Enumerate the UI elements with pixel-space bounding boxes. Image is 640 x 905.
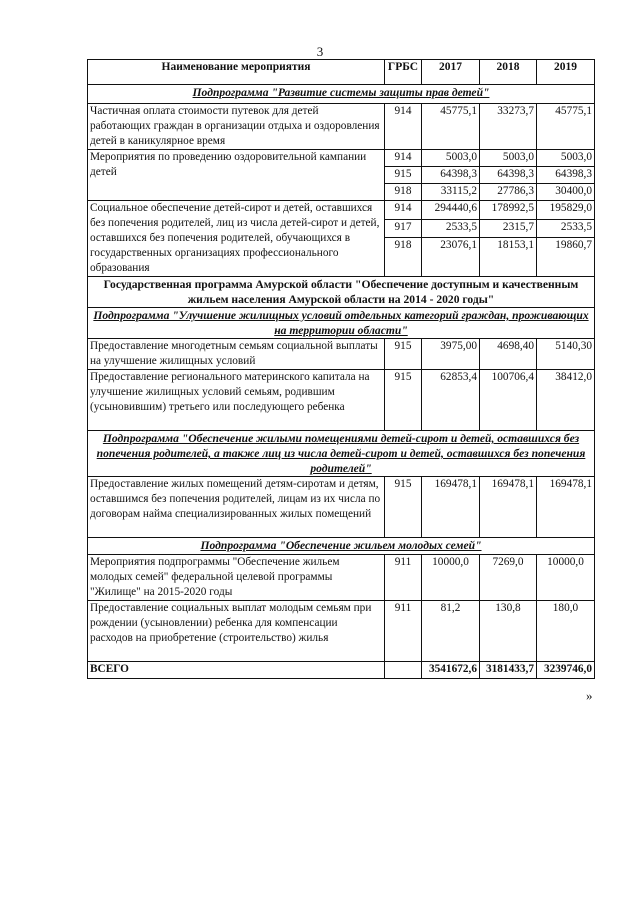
row-name: Социальное обеспечение детей-сирот и детей, оставшихся без попечения родителей, лиц из числа детей-сирот и детей, оставшихся без попечения родителей, обучающихся в государственных организациях профессионального образования: [88, 201, 385, 277]
table-row: [88, 150, 595, 167]
section-row: [88, 431, 595, 477]
table-row: [88, 104, 595, 150]
total-2018: 3181433,7: [480, 662, 537, 679]
row-value-2018: 130,8: [480, 601, 537, 662]
row-value-2017: 2533,5: [422, 219, 480, 238]
row-code: 911: [385, 601, 422, 662]
row-value-2017: 81,2: [422, 601, 480, 662]
table-row: [88, 339, 595, 370]
total-code: [385, 662, 422, 679]
header-grbs: ГРБС: [385, 60, 422, 85]
row-name: Предоставление регионального материнского капитала на улучшение жилищных условий семьям, родившим (усыновившим) третьего или последующего ребенка: [88, 370, 385, 431]
row-code: 915: [385, 167, 422, 184]
closing-quote: »: [586, 688, 593, 703]
header-name: Наименование мероприятия: [88, 60, 385, 85]
row-code: 918: [385, 238, 422, 277]
row-code: 914: [385, 104, 422, 150]
row-code: 915: [385, 477, 422, 538]
row-value-2019: 180,0: [537, 601, 595, 662]
total-label: ВСЕГО: [88, 662, 385, 679]
section-title: Подпрограмма "Улучшение жилищных условий отдельных категорий граждан, проживающих на территории области": [93, 309, 589, 337]
program-row: [88, 277, 595, 308]
section-row: [88, 308, 595, 339]
table-row: [88, 201, 595, 220]
table-row: [88, 370, 595, 431]
row-value-2018: 18153,1: [480, 238, 537, 277]
row-value-2019: 5140,30: [537, 339, 595, 370]
row-code: 914: [385, 150, 422, 167]
row-name: Предоставление социальных выплат молодым семьям при рождении (усыновлении) ребенка для компенсации расходов на приобретение (строительство) жилья: [88, 601, 385, 662]
section-title: Подпрограмма "Развитие системы защиты прав детей": [192, 86, 490, 99]
row-value-2019: 195829,0: [537, 201, 595, 220]
row-value-2019: 38412,0: [537, 370, 595, 431]
row-code: 914: [385, 201, 422, 220]
row-value-2018: 5003,0: [480, 150, 537, 167]
row-name: Мероприятия подпрограммы "Обеспечение жильем молодых семей" федеральной целевой программы "Жилище" на 2015-2020 годы: [88, 555, 385, 601]
row-value-2019: 64398,3: [537, 167, 595, 184]
row-value-2017: 169478,1: [422, 477, 480, 538]
row-code: 911: [385, 555, 422, 601]
row-name: Предоставление жилых помещений детям-сиротам и детям, оставшимся без попечения родителей, лицам из их числа по договорам найма специализированных жилых помещений: [88, 477, 385, 538]
row-value-2019: 10000,0: [537, 555, 595, 601]
row-value-2017: 10000,0: [422, 555, 480, 601]
row-value-2017: 64398,3: [422, 167, 480, 184]
program-title: Государственная программа Амурской области "Обеспечение доступным и качественным жильем населения Амурской области на 2014 - 2020 годы": [88, 277, 595, 308]
budget-table: [87, 59, 595, 679]
row-value-2019: 2533,5: [537, 219, 595, 238]
row-value-2018: 33273,7: [480, 104, 537, 150]
row-value-2017: 45775,1: [422, 104, 480, 150]
row-value-2018: 100706,4: [480, 370, 537, 431]
row-value-2018: 2315,7: [480, 219, 537, 238]
row-value-2017: 62853,4: [422, 370, 480, 431]
page-number: 3: [316, 44, 324, 59]
row-value-2019: 30400,0: [537, 184, 595, 201]
row-name: Мероприятия по проведению оздоровительной кампании детей: [88, 150, 385, 201]
row-value-2017: 294440,6: [422, 201, 480, 220]
row-value-2018: 178992,5: [480, 201, 537, 220]
row-code: 915: [385, 370, 422, 431]
row-value-2017: 3975,00: [422, 339, 480, 370]
section-title: Подпрограмма "Обеспечение жилыми помещениями детей-сирот и детей, оставшихся без попечения родителей, а также лиц из числа детей-сирот и детей, оставшихся без попечения родителей": [96, 432, 586, 475]
row-value-2019: 45775,1: [537, 104, 595, 150]
row-value-2019: 19860,7: [537, 238, 595, 277]
row-code: 918: [385, 184, 422, 201]
row-value-2017: 5003,0: [422, 150, 480, 167]
section-title: Подпрограмма "Обеспечение жильем молодых семей": [200, 539, 482, 552]
row-value-2018: 64398,3: [480, 167, 537, 184]
row-name: Частичная оплата стоимости путевок для детей работающих граждан в организации отдыха и оздоровления детей в каникулярное время: [88, 104, 385, 150]
row-value-2018: 7269,0: [480, 555, 537, 601]
section-row: [88, 85, 595, 104]
total-row: [88, 662, 595, 679]
table-row: [88, 477, 595, 538]
row-value-2019: 5003,0: [537, 150, 595, 167]
header-2018: 2018: [480, 60, 537, 85]
table-row: [88, 555, 595, 601]
row-value-2019: 169478,1: [537, 477, 595, 538]
total-2017: 3541672,6: [422, 662, 480, 679]
table-header-row: [88, 60, 595, 85]
row-value-2017: 33115,2: [422, 184, 480, 201]
total-2019: 3239746,0: [537, 662, 595, 679]
row-code: 917: [385, 219, 422, 238]
section-row: [88, 538, 595, 555]
row-value-2018: 27786,3: [480, 184, 537, 201]
row-value-2018: 169478,1: [480, 477, 537, 538]
row-value-2017: 23076,1: [422, 238, 480, 277]
row-code: 915: [385, 339, 422, 370]
table-row: [88, 601, 595, 662]
row-value-2018: 4698,40: [480, 339, 537, 370]
header-2019: 2019: [537, 60, 595, 85]
header-2017: 2017: [422, 60, 480, 85]
row-name: Предоставление многодетным семьям социальной выплаты на улучшение жилищных условий: [88, 339, 385, 370]
